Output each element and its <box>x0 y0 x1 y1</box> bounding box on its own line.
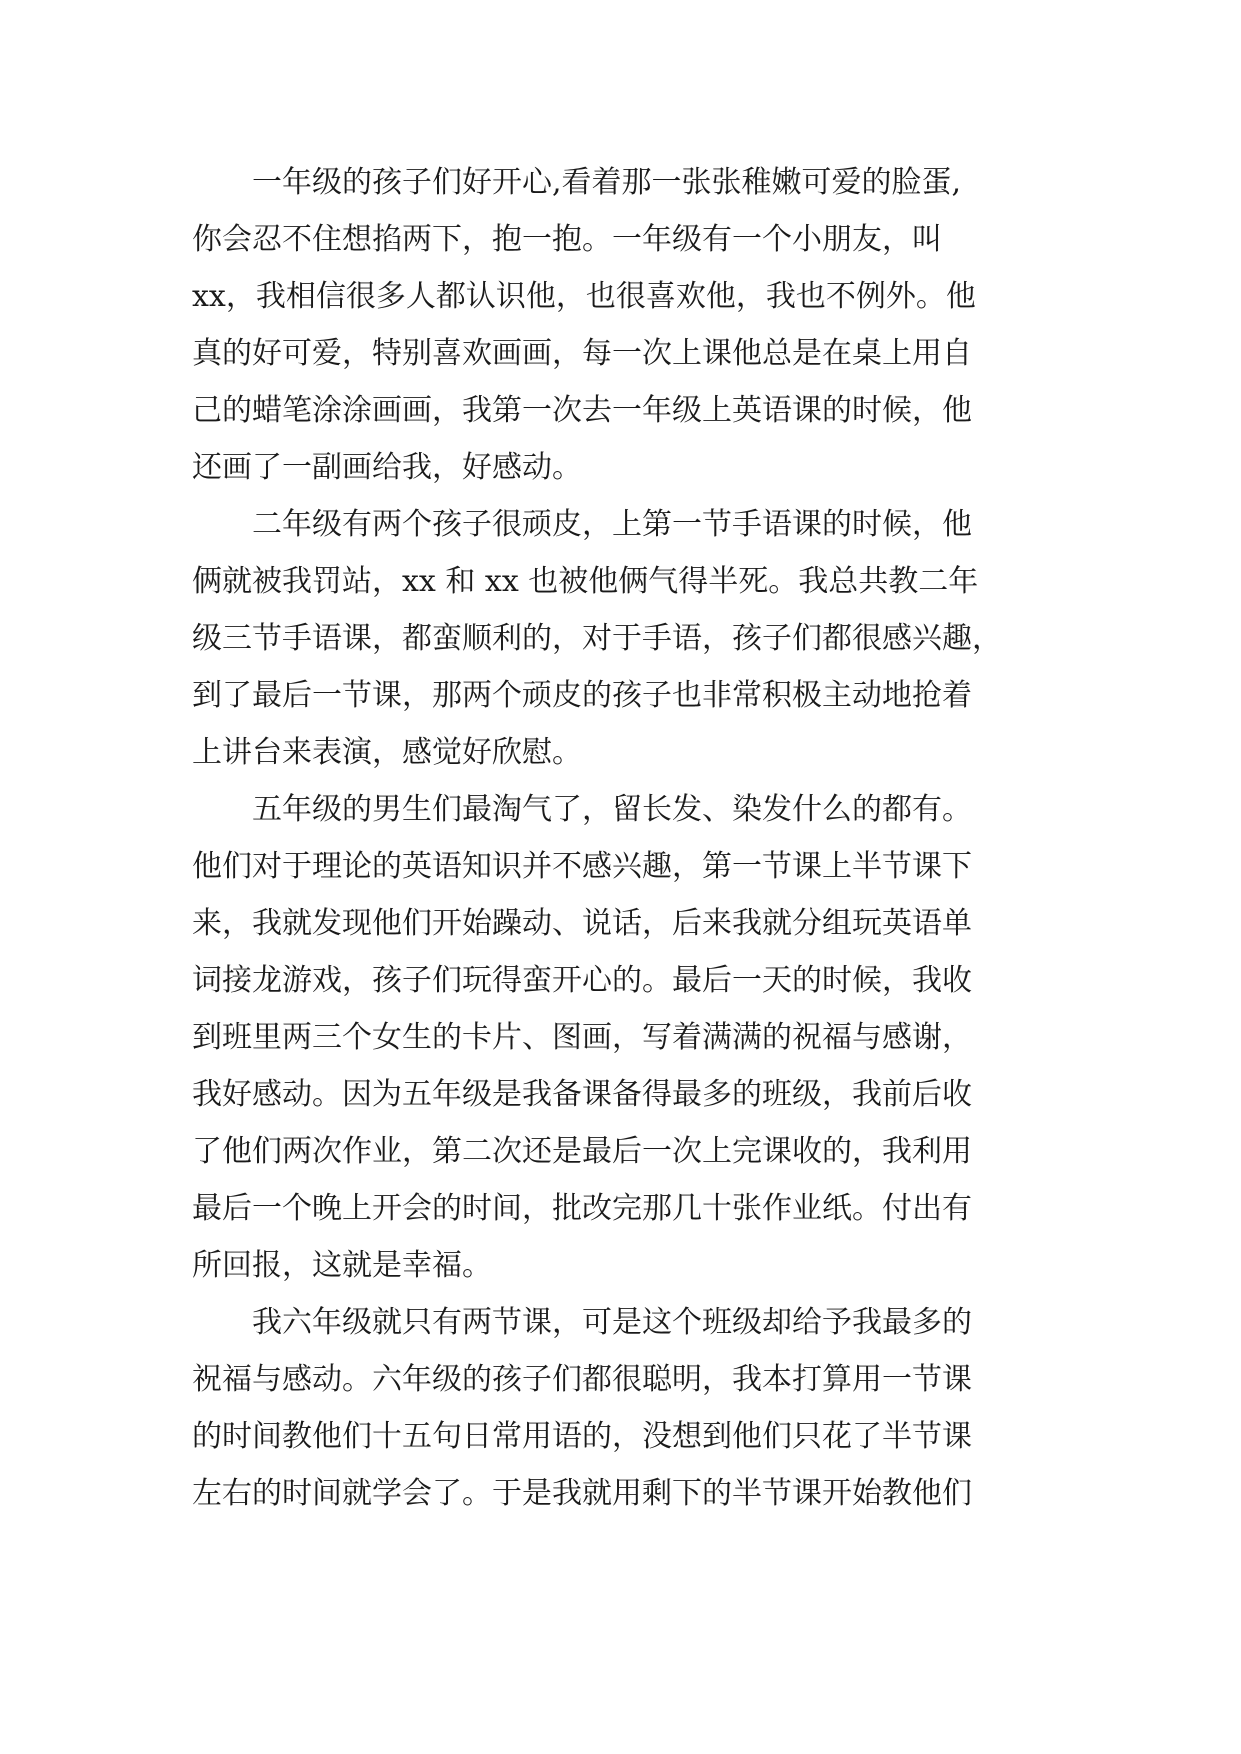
paragraph-grade-one <box>192 154 1048 496</box>
text-line: 来，我就发现他们开始躁动、说话，后来我就分组玩英语单 <box>192 906 972 941</box>
text-line: 二年级有两个孩子很顽皮，上第一节手语课的时候，他 <box>252 507 972 542</box>
text-line: 级三节手语课，都蛮顺利的，对于手语，孩子们都很感兴趣， <box>192 621 1002 656</box>
paragraph-grade-five <box>192 781 1048 1294</box>
text-line: 五年级的男生们最淘气了，留长发、染发什么的都有。 <box>252 792 972 827</box>
text-line: 我六年级就只有两节课，可是这个班级却给予我最多的 <box>252 1305 972 1340</box>
text-line: 一年级的孩子们好开心,看着那一张张稚嫩可爱的脸蛋, <box>252 165 962 200</box>
text-line: xx，我相信很多人都认识他，也很喜欢他，我也不例外。他 <box>192 279 976 314</box>
text-line: 俩就被我罚站，xx 和 xx 也被他俩气得半死。我总共教二年 <box>192 564 979 599</box>
paragraph-grade-two <box>192 496 1048 781</box>
text-line: 我好感动。因为五年级是我备课备得最多的班级，我前后收 <box>192 1077 972 1112</box>
paragraph-grade-six <box>192 1294 1048 1522</box>
text-line: 词接龙游戏，孩子们玩得蛮开心的。最后一天的时候，我收 <box>192 963 972 998</box>
text-line: 左右的时间就学会了。于是我就用剩下的半节课开始教他们 <box>192 1476 972 1511</box>
text-line: 己的蜡笔涂涂画画，我第一次去一年级上英语课的时候，他 <box>192 393 972 428</box>
text-line: 真的好可爱，特别喜欢画画，每一次上课他总是在桌上用自 <box>192 336 972 371</box>
text-line: 到班里两三个女生的卡片、图画，写着满满的祝福与感谢， <box>192 1020 972 1055</box>
text-line: 他们对于理论的英语知识并不感兴趣，第一节课上半节课下 <box>192 849 972 884</box>
text-line: 最后一个晚上开会的时间，批改完那几十张作业纸。付出有 <box>192 1191 972 1226</box>
text-line: 上讲台来表演，感觉好欣慰。 <box>192 735 582 770</box>
text-line: 还画了一副画给我，好感动。 <box>192 450 582 485</box>
text-line: 了他们两次作业，第二次还是最后一次上完课收的，我利用 <box>192 1134 972 1169</box>
text-line: 祝福与感动。六年级的孩子们都很聪明，我本打算用一节课 <box>192 1362 972 1397</box>
text-line: 所回报，这就是幸福。 <box>192 1248 492 1283</box>
text-line: 的时间教他们十五句日常用语的，没想到他们只花了半节课 <box>192 1419 972 1454</box>
text-line: 你会忍不住想掐两下，抱一抱。一年级有一个小朋友，叫 <box>192 222 942 257</box>
document-page <box>192 154 1048 1522</box>
text-line: 到了最后一节课，那两个顽皮的孩子也非常积极主动地抢着 <box>192 678 972 713</box>
